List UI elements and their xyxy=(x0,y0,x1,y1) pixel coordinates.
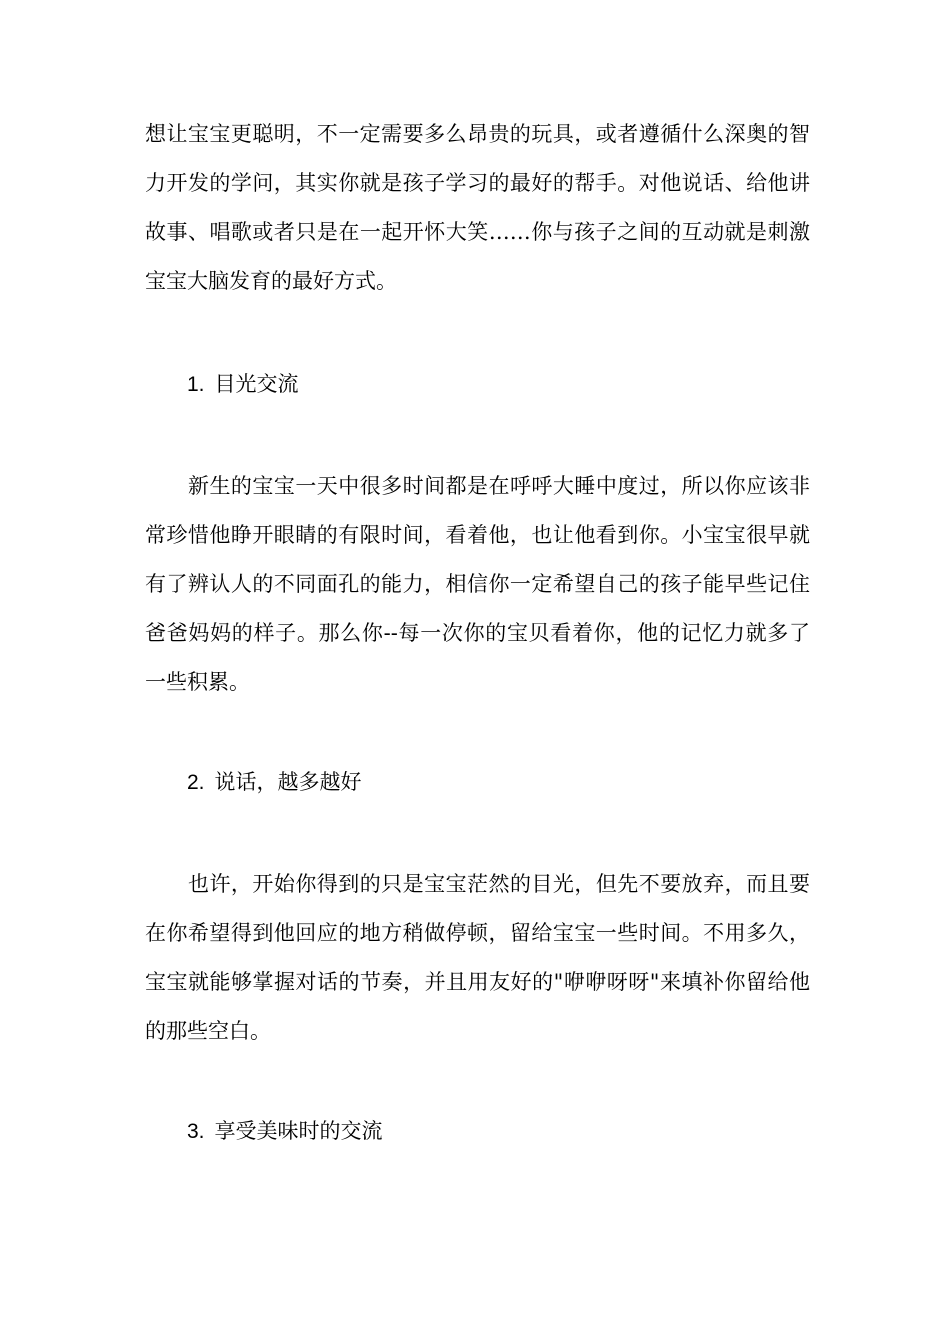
section-title: 享受美味时的交流 xyxy=(214,1119,383,1143)
section-title: 说话，越多越好 xyxy=(214,770,362,794)
section-heading-2 xyxy=(187,758,362,807)
section-1-paragraph: 新生的宝宝一天中很多时间都是在呼呼大睡中度过，所以你应该非常珍惜他睁开眼睛的有限时间，看着他，也让他看到你。小宝宝很早就有了辨认人的不同面孔的能力，相信你一定希望自己的孩子能早些记住爸爸妈妈的样子。那么你--每一次你的宝贝看着你，他的记忆力就多了一些积累。 xyxy=(145,474,810,694)
section-title: 目光交流 xyxy=(214,372,299,396)
section-number: 3. xyxy=(187,1120,205,1143)
section-heading-3 xyxy=(187,1107,383,1156)
section-heading-1 xyxy=(187,360,299,409)
section-number: 1. xyxy=(187,373,205,396)
section-2-paragraph: 也许，开始你得到的只是宝宝茫然的目光，但先不要放弃，而且要在你希望得到他回应的地方稍做停顿，留给宝宝一些时间。不用多久，宝宝就能够掌握对话的节奏，并且用友好的"咿咿呀呀"来填补你留给他的那些空白。 xyxy=(145,872,810,1043)
intro-paragraph: 想让宝宝更聪明，不一定需要多么昂贵的玩具，或者遵循什么深奥的智力开发的学问，其实你就是孩子学习的最好的帮手。对他说话、给他讲故事、唱歌或者只是在一起开怀大笑……你与孩子之间的互动就是刺激宝宝大脑发育的最好方式。 xyxy=(145,122,810,293)
section-number: 2. xyxy=(187,771,205,794)
